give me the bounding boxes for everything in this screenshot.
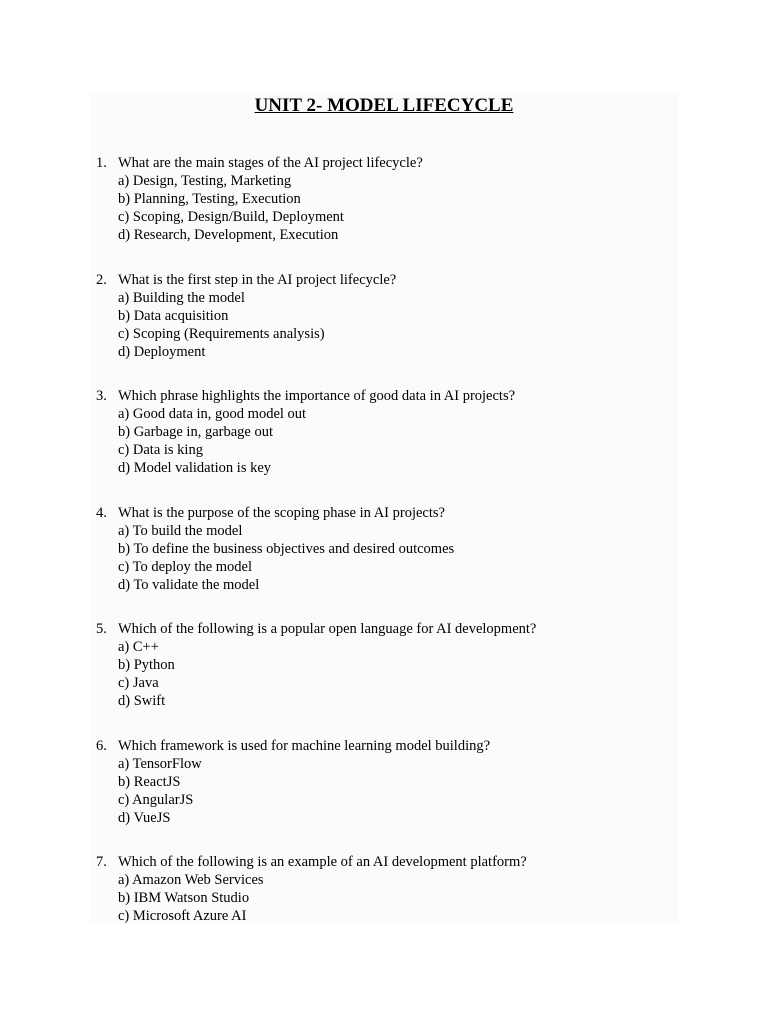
question-item: [96, 853, 676, 925]
question-number: 3.: [96, 388, 107, 404]
answer-option: c) Scoping, Design/Build, Deployment: [118, 209, 344, 225]
answer-option: c) AngularJS: [118, 791, 194, 808]
question-number: 5.: [96, 621, 107, 637]
document-title: UNIT 2- MODEL LIFECYCLE: [254, 95, 514, 116]
answer-option: b) Data acquisition: [118, 307, 229, 324]
question-text: Which of the following is a popular open language for AI development?: [118, 621, 537, 637]
answer-option: c) Data is king: [118, 442, 203, 458]
question-item: [96, 737, 676, 827]
answer-option: a) TensorFlow: [118, 755, 202, 772]
answer-option: d) To validate the model: [118, 576, 260, 593]
answer-option: c) Java: [118, 675, 159, 691]
question-item: [96, 387, 676, 477]
question-text: What is the first step in the AI project lifecycle?: [118, 271, 397, 288]
question-text: Which of the following is an example of an AI development platform?: [118, 854, 527, 870]
answer-option: c) To deploy the model: [118, 558, 253, 575]
answer-option: b) Python: [118, 657, 175, 673]
answer-option: d) Deployment: [118, 343, 206, 360]
answer-option: b) To define the business objectives and desired outcomes: [118, 540, 455, 557]
question-text: Which phrase highlights the importance of good data in AI projects?: [118, 388, 516, 404]
question-list: [96, 154, 676, 952]
answer-option: b) IBM Watson Studio: [118, 890, 250, 906]
answer-option: c) Scoping (Requirements analysis): [118, 325, 325, 342]
question-number: 1.: [96, 155, 107, 171]
answer-option: b) ReactJS: [118, 773, 181, 790]
answer-option: a) Building the model: [118, 289, 245, 306]
question-text: What are the main stages of the AI project lifecycle?: [118, 155, 423, 171]
question-number: 4.: [96, 504, 107, 521]
question-number: 7.: [96, 854, 107, 870]
question-item: [96, 620, 676, 710]
question-item: [96, 154, 676, 244]
answer-option: d) Swift: [118, 693, 166, 709]
question-text: What is the purpose of the scoping phase in AI projects?: [118, 504, 445, 521]
question-number: 2.: [96, 271, 107, 288]
answer-option: d) VueJS: [118, 809, 171, 826]
answer-option: a) Good data in, good model out: [118, 406, 307, 422]
answer-option: b) Garbage in, garbage out: [118, 424, 274, 440]
answer-option: c) Microsoft Azure AI: [118, 908, 247, 924]
question-item: [96, 504, 676, 594]
question-text: Which framework is used for machine learning model building?: [118, 737, 491, 754]
answer-option: d) Research, Development, Execution: [118, 227, 339, 243]
answer-option: a) To build the model: [118, 522, 243, 539]
question-number: 6.: [96, 737, 107, 754]
answer-option: a) Amazon Web Services: [118, 872, 264, 888]
question-item: [96, 271, 676, 361]
answer-option: a) C++: [118, 639, 159, 655]
answer-option: d) Model validation is key: [118, 460, 272, 476]
answer-option: a) Design, Testing, Marketing: [118, 173, 292, 189]
answer-option: b) Planning, Testing, Execution: [118, 191, 301, 207]
